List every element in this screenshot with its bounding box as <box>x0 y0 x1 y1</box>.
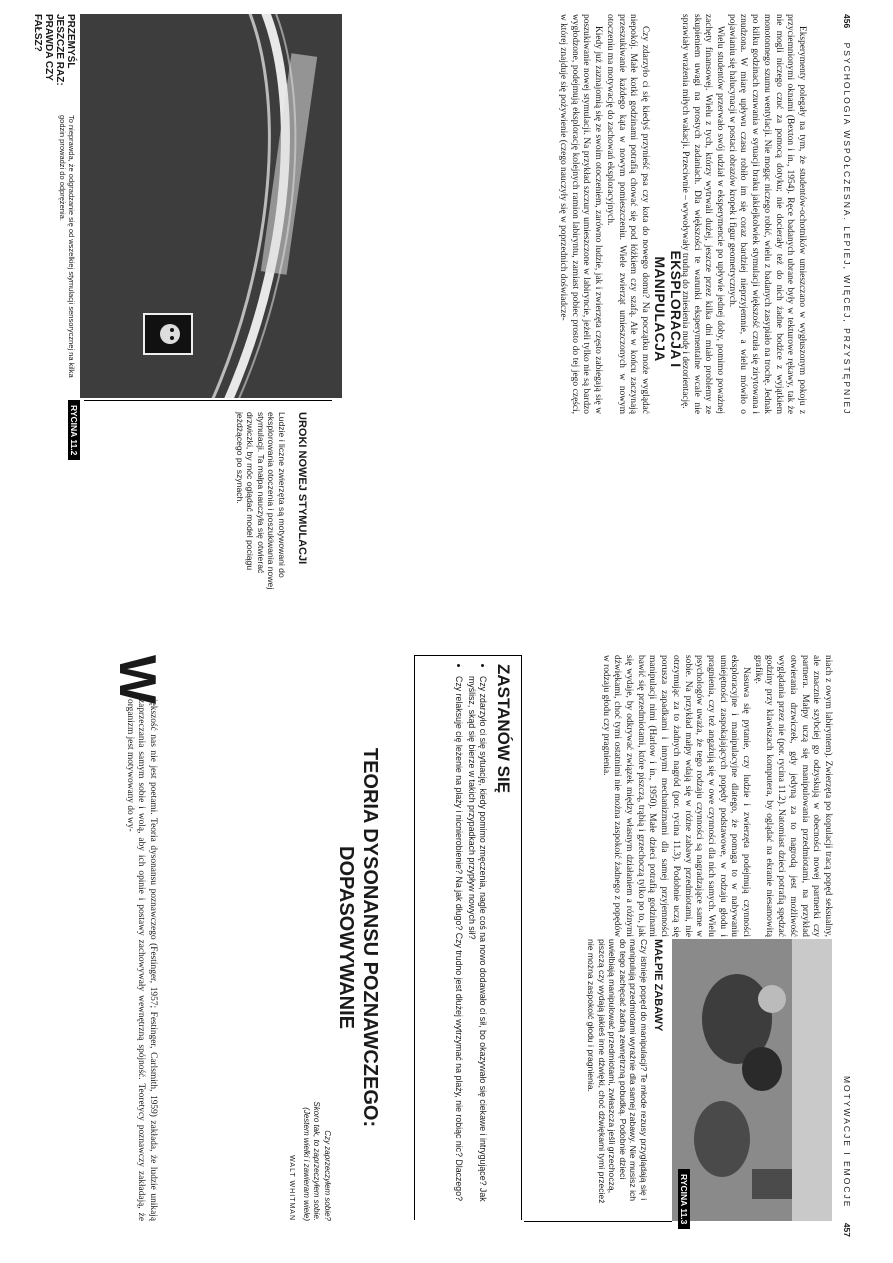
figure-label: RYCINA 11.3 <box>678 1169 690 1229</box>
page-number: 456 <box>842 14 852 29</box>
epigraph-line: Skoro tak, to zaprzeczyłem sobie. <box>312 1101 322 1221</box>
figure-caption-title: MAŁPIE ZABAWY <box>652 939 664 1032</box>
chapter-heading: TEORIA DYSONANSU POZNAWCZEGO: DOPASOWYWANIE <box>335 747 381 1128</box>
running-header <box>838 14 852 606</box>
figure-caption-title: UROKI NOWEJ STYMULACJI <box>296 412 308 565</box>
section-title: MOTYWACJE I EMOCJE <box>842 1075 852 1209</box>
figure-label: RYCINA 11.2 <box>68 400 80 460</box>
page-456 <box>32 14 852 606</box>
sidebar-paragraph: To nieprawda, że odgradzanie się od wszelkiej stymulacji sensorycznej na kilka godzin prowadzi do odprężenia. <box>58 115 76 378</box>
box-title: ZASTANÓW SIĘ <box>494 664 513 794</box>
list-item: • Czy relaksuje cię leżenie na plaży i nicnierobienie? Na jak długo? Czy trudno jest dłużej wytrzymać na plaży, nie robiąc nic? Dlaczego? <box>454 676 465 1220</box>
body-text-lower <box>556 14 650 414</box>
paragraph: Kiedy już zaznajomią się ze swoim otoczeniem, zarówno ludzie, jak i zwierzęta często zabiegają się w poszukiwanie nowej stymulacji. Na przykład szczury umieszczone w labiryncie, jeżeli tylko nie są bardzo wygłodzone, podejmują eksplorację kolejnych ramion labiryntu, zamiast pobiec prosto do tej jego części, w której znajduje się pożywienie (czego nauczyły się w poprzednich doświadcze- <box>558 14 604 414</box>
figure-caption-text: Ludzie i liczne zwierzęta są motywowani do eksplorowania otoczenia i poszukiwania nowej stymulacji. Ta małpa nauczyła się otwierać drzwiczki, by móc oglądać model pociągu jeżdżącego po szynach. <box>234 412 287 590</box>
paragraph: Nasuwa się pytanie, czy ludzie i zwierzęta podejmują czynności eksploracyjne i manipulacyjne dlatego, że pomaga to w nabywaniu umiejętności zaspokajających popędy podstawowe, w rodzaju głodu i pragnienia, czy też angażują się w owe czynności dla nich samych. Wielu psychologów uważa, że tego rodzaju czynności są nagradzające same w sobie. Na przykład małpy wdają się w różne zabawy przedmiotami, nie otrzymując za to żadnych nagród (por. rycina 11.3). Podobnie uczą się porusza zapadkami i innymi mechanizmami dla samej przyjemności manipulacji nimi (Harlow i in., 1950). Małe dzieci potrafią godzinami bawić się przedmiotami, które piszczą, trąbią i grzechoczą tylko po to, jak się wydaje, by odkrywać związek między własnym działaniem a różnymi dźwiękami, choć tymi ostatnimi nie można zaspokoić żadnego z popędów w rodzaju głodu czy pragnienia. <box>600 655 752 937</box>
body-text-upper <box>678 14 807 414</box>
epigraph-line: Czy zaprzeczyłem sobie? <box>323 1130 332 1221</box>
paragraph: niach z owym labiryntem). Zwierzęta po kopulacji tracą popęd seksualny, ale znacznie szybciej go odzyskują w obecności nowej partnerki czy partnera. Małpy uczą się manipulowania przedmiotami, na przykład otwierania drzwiczek, gdy jedyną za to nagrodą jest możliwość wyglądania przez nie (por. rycina 11.2). Natomiast dzieci potrafią spędzać godziny przy klawiszach komputera, by oglądać na ekranie niesamowitą grafikę. <box>752 655 833 937</box>
page-number: 457 <box>842 1222 852 1237</box>
body-text-column <box>599 655 833 937</box>
epigraph <box>286 755 332 1221</box>
caption-frame <box>84 400 332 604</box>
paragraph: Eksperymenty polegały na tym, że studentów-ochotników umieszczano w wygłuszonym pokoju z przyciemnionymi oknami (Bexton i in., 1954). Ręce badanych ubrane były w tekturowe rękawy, tak że nie mogli niczego czuć za pomocą dotyku; nie docierały też do nich żadne bodźce z wyjątkiem monotonnego szumu wentylacji. Nie mogąc niczego robić, wielu z badanych zasypiało na trochę. Jednak po kilku godzinach czuwania w sytuacji braku jakiejkolwiek stymulacji większość czuła się zirytowana i znudzona. W miarę upływu czasu robiło im się coraz bardziej nieprzyjemnie, a wielu mówiło o pojawianiu się halucynacji w postaci obrazów kropek i figur geometrycznych. <box>726 14 807 414</box>
page-457 <box>46 655 852 1247</box>
epigraph-line: (Jestem wielki i zawieram wiele) <box>302 1107 311 1221</box>
section-heading: EKSPLORACJA I MANIPULACJA <box>652 250 684 368</box>
figure-photo-monkeys <box>672 939 832 1221</box>
paragraph: Czy zdarzyło ci się kiedyś przynieść psa czy kota do nowego domu? Na początku może wyglądać niepokój. Małe kotki godzinami potrafią chować się pod łóżkiem czy szafą. Ale w końcu zaczynają przeszukiwanie każdego kąta w nowym pomieszczeniu. Wiele zwierząt umieszczonych w nowym otoczeniu ma motywację do zachowań eksploracyjnych. <box>604 14 650 414</box>
figure-caption-text: Czy istnieje popęd do manipulacji? Te młode rezusy przyglądają się i manipulują przedmiotami wyraźnie dla samej zabawy. Nie musisz ich do tego zachęcać żadną zewnętrzną pobudką. Podobnie dzieci uwielbiają manipulować przedmiotami, zwłaszcza jeśli grzechoczą, piszczą czy wydają jakieś inne dźwięki, choć dźwiękami tymi przecież nie można zaspokoić głodu i pragnienia. <box>586 939 649 1204</box>
paragraph: Wielu studentów przerwało swój udział w eksperymencie po upływie jednej doby, pomimo poważnej zachęty finansowej. Wielu z tych, którzy wytrwali dużej, jeszcze przez kilka dni miało problemy ze skupieniem uwagi na prostych zadaniach. Dla większości te warunki eksperymentalne wcale nie sprawiały wrażenia miłych wakacji. Przeciwnie – wywoływały trudną do zniesienia nudę i dezorientację. <box>679 14 726 414</box>
paragraph: iększość nas nie jest poetami. Teoria dysonansu poznawczego (Festinger, 1957; Festinger, Carlsmith, 1959) zakłada, że ludzie unikają zaprzeczania samym sobie i wolą, aby ich opinie i postawy zachowywały wewnętrzną spójność. Teoretycy poznawczy zakładają, że organizm jest motywowany do wy- <box>124 699 158 1221</box>
running-header <box>838 655 852 1247</box>
epigraph-author: WALT WHITMAN <box>288 1155 296 1221</box>
drop-cap: W <box>108 655 166 705</box>
running-title: PSYCHOLOGIA WSPÓŁCZESNA. LEPIEJ, WIĘCEJ, PRZYSTĘPNIEJ <box>842 42 852 416</box>
list-item: • Czy zdarzyło ci się sytuację, kiedy pomimo zmęczenia, nagle coś na nowo dodawało ci sił, bo okazywało się ciekawe i intrygujące? Jak myślisz, skąd się bierze w takich przypadkach przypływ nowych sił? <box>466 676 488 1220</box>
reflection-box <box>414 655 522 1220</box>
sidebar-heading: PRZEMYŚL JESZCZE RAZ: PRAWDA CZY FAŁSZ? <box>32 14 76 86</box>
box-list <box>454 664 488 1220</box>
figure-photo-monkey-train <box>80 14 342 398</box>
sidebar-block <box>32 14 76 398</box>
